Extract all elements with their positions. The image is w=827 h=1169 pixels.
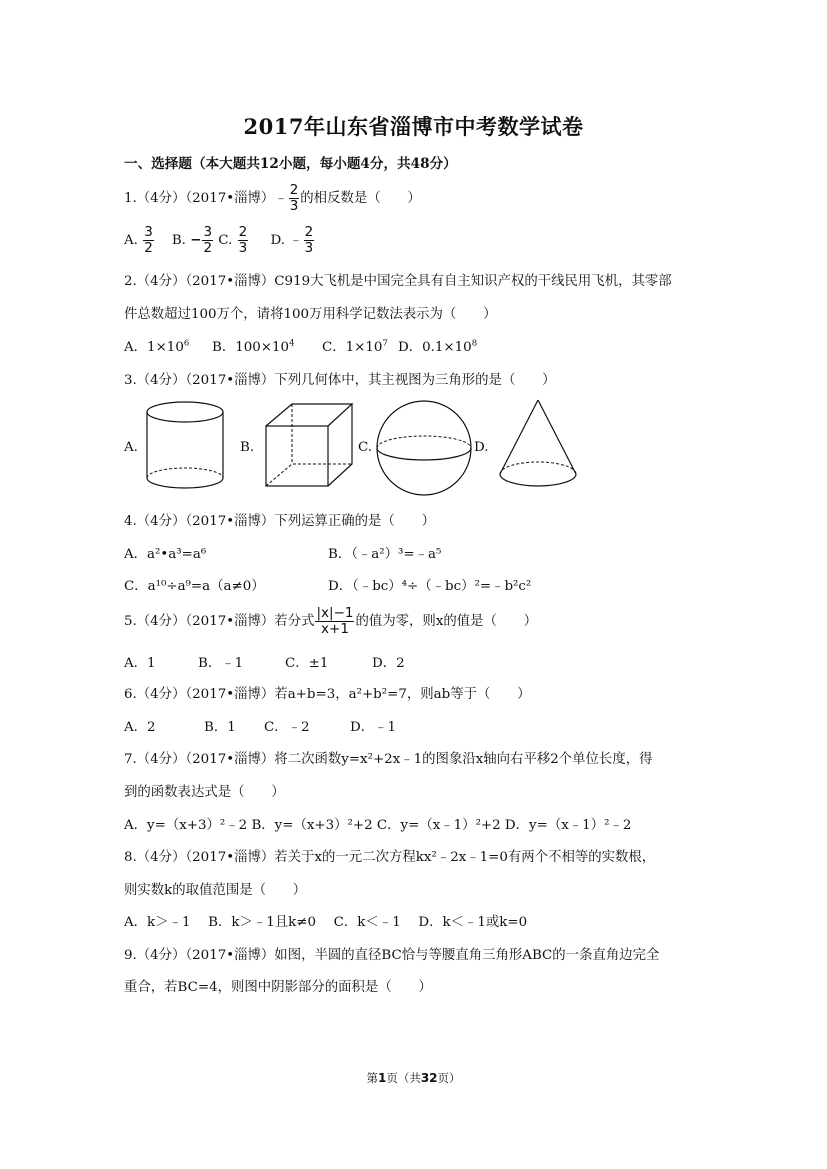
footer-page-number: 1 [377, 1071, 387, 1085]
question-3: 3.（4分）（2017•淄博）下列几何体中，其主视图为三角形的是（ ） [124, 373, 556, 388]
question-4: 4.（4分）（2017•淄博）下列运算正确的是（ ） [124, 514, 435, 529]
q5-fraction [315, 606, 354, 637]
q2-option-a [124, 336, 189, 355]
question-7-line-2: 到的函数表达式是（ ） [124, 785, 285, 800]
q2-a-exp: 6 [183, 338, 190, 349]
q2-b-base: B．100×10 [212, 340, 290, 355]
q1-minus: ﹣ [274, 191, 288, 206]
q4-option-d: D．（﹣bc）⁴÷（﹣bc）²=﹣b²c² [328, 579, 532, 594]
question-2-line-2: 件总数超过100万个，请将100万用科学记数法表示为（ ） [124, 307, 497, 322]
question-9-line-1: 9.（4分）（2017•淄博）如图，半圆的直径BC恰与等腰直角三角形ABC的一条直角边完全 [124, 948, 660, 963]
q3-option-d-label: D. [474, 440, 489, 455]
q3-option-c-label: C. [358, 440, 373, 455]
q5-option-d: D．2 [372, 656, 405, 671]
q1-a-num: 3 [144, 224, 153, 240]
q6-option-a: A．2 [124, 720, 156, 735]
q1-option-c [238, 225, 249, 256]
q2-a-base: A．1×10 [124, 340, 184, 355]
q1-options [124, 225, 315, 256]
q2-option-d [398, 336, 477, 355]
q2-b-exp: 4 [289, 338, 295, 349]
q1-d-num: 2 [304, 224, 314, 240]
question-8-line-2: 则实数k的取值范围是（ ） [124, 883, 307, 898]
q2-c-base: C．1×10 [322, 340, 383, 355]
q1-b-minus: − [190, 232, 202, 248]
q1-denominator: 3 [289, 198, 299, 214]
q5-numerator: |x|−1 [316, 605, 354, 621]
q1-c-num: 2 [238, 224, 248, 240]
sphere-figure [372, 398, 476, 498]
q1-option-b-label: B. [171, 233, 186, 248]
q5-denominator: x+1 [321, 621, 349, 637]
q4-option-a: A．a²•a³=a⁶ [124, 547, 207, 562]
q1-d-den: 3 [304, 240, 314, 256]
q4-option-b: B．（﹣a²）³=﹣a⁵ [328, 547, 442, 562]
q5-option-a: A．1 [124, 656, 156, 671]
q1-option-a [143, 225, 154, 256]
q1-c-den: 3 [238, 240, 248, 256]
page-footer [0, 1070, 827, 1086]
footer-post: 页） [437, 1071, 461, 1085]
q5-option-b: B．﹣1 [198, 656, 244, 671]
q1-fraction [289, 183, 300, 214]
question-8-line-1: 8.（4分）（2017•淄博）若关于x的一元二次方程kx²﹣2x﹣1=0有两个不相等的实数根， [124, 850, 656, 865]
question-2-line-1: 2.（4分）（2017•淄博）C919大飞机是中国完全具有自主知识产权的干线民用飞机，其零部 [124, 274, 672, 289]
page-title: 2017年山东省淄博市中考数学试卷 [243, 114, 584, 139]
q1-option-c-label: C. [218, 233, 233, 248]
q5-option-c: C．±1 [285, 656, 329, 671]
cube-figure [262, 400, 358, 490]
footer-total-pages: 32 [420, 1071, 438, 1085]
q1-d-minus: ﹣ [289, 233, 303, 248]
q8-options: A．k＞﹣1 B．k＞﹣1且k≠0 C．k＜﹣1 D．k＜﹣1或k=0 [124, 915, 528, 930]
q3-option-a-label: A. [124, 440, 138, 455]
q2-d-base: D．0.1×10 [398, 340, 472, 355]
cylinder-figure [142, 398, 228, 494]
section-heading: 一、选择题（本大题共12小题，每小题4分，共48分） [124, 156, 457, 172]
q2-option-b [212, 336, 294, 355]
q1-a-den: 2 [144, 240, 153, 256]
question-7-line-1: 7.（4分）（2017•淄博）将二次函数y=x²+2x﹣1的图象沿x轴向右平移2个单位长度，得 [124, 752, 653, 767]
q2-option-c [322, 336, 388, 355]
q4-option-c: C．a¹⁰÷a⁹=a（a≠0） [124, 579, 265, 594]
q1-option-d-label: D. [270, 233, 285, 248]
q2-c-exp: 7 [382, 338, 388, 349]
footer-mid: 页（共 [386, 1071, 421, 1085]
footer-pre: 第 [366, 1071, 378, 1085]
q6-option-c: C．﹣2 [264, 720, 310, 735]
q1-b-den: 2 [203, 240, 213, 256]
question-6: 6.（4分）（2017•淄博）若a+b=3，a²+b²=7，则ab等于（ ） [124, 687, 531, 702]
q6-option-b: B．1 [204, 720, 236, 735]
question-9-line-2: 重合，若BC=4，则图中阴影部分的面积是（ ） [124, 980, 432, 995]
q7-options: A．y=（x+3）²﹣2 B．y=（x+3）²+2 C．y=（x﹣1）²+2 D．y=（x﹣1）²﹣2 [124, 818, 632, 833]
q3-option-b-label: B. [240, 440, 255, 455]
q1-b-num: 3 [203, 224, 213, 240]
q1-option-b [202, 225, 213, 256]
q6-option-d: D．﹣1 [350, 720, 397, 735]
cone-figure [496, 396, 582, 496]
q1-prefix: 1.（4分）（2017•淄博） [124, 191, 275, 206]
q1-option-d [304, 225, 315, 256]
q1-numerator: 2 [289, 182, 299, 198]
question-1 [124, 183, 421, 214]
question-5 [124, 606, 537, 637]
q5-prefix: 5.（4分）（2017•淄博）若分式 [124, 614, 315, 629]
q1-option-a-label: A. [124, 233, 138, 248]
q2-d-exp: 8 [471, 338, 478, 349]
q5-suffix: 的值为零，则x的值是（ ） [355, 614, 538, 629]
q1-suffix: 的相反数是（ ） [300, 191, 421, 206]
